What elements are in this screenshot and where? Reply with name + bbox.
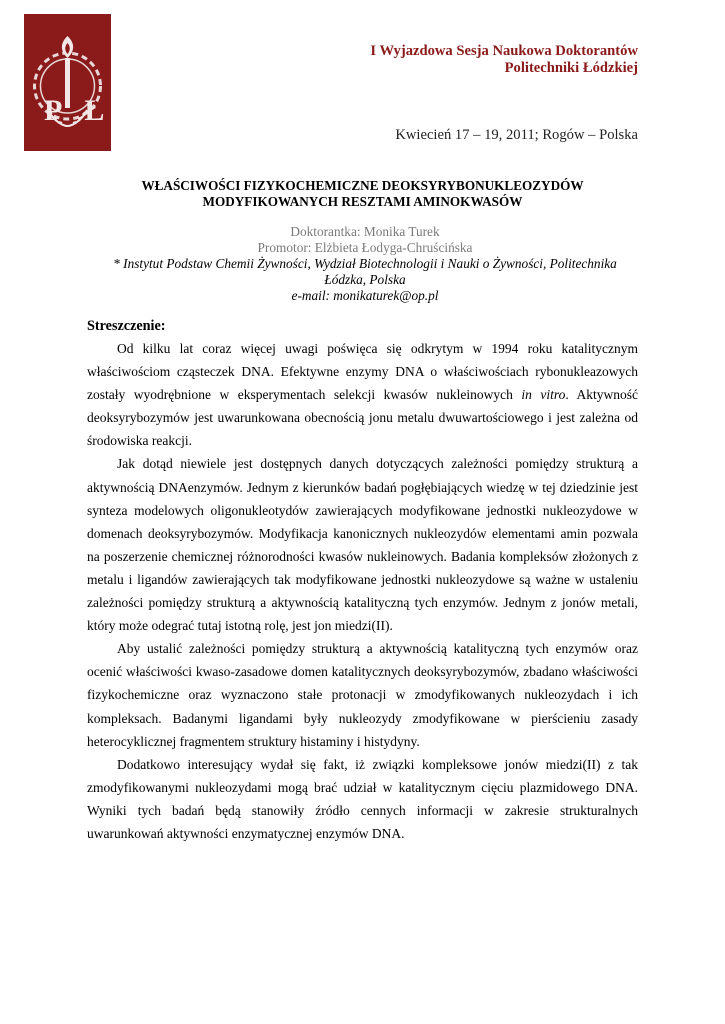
- conference-organizer: Politechniki Łódzkiej: [504, 60, 638, 76]
- author-email: e-mail: monikaturek@op.pl: [291, 288, 439, 303]
- abstract-paragraph-1: [87, 337, 638, 452]
- title-line-1: WŁAŚCIWOŚCI FIZYKOCHEMICZNE DEOKSYRYBONUKLEOZYDÓW: [141, 178, 584, 193]
- p1-text-a: Od kilku lat coraz więcej uwagi poświęca się odkrytym w 1994 roku katalitycznym właściwościom cząsteczek DNA. Efektywne enzymy DNA o właściwościach rybonukleazowych zostały wyodrębnione w eksperymentach selekcji kwasów nukleinowych: [87, 341, 638, 403]
- p1-text-b: . Aktywność deoksyrybozymów jest uwarunkowana obecnością jonu metalu dwuwartościowego i jest zależna od środowiska reakcji.: [87, 387, 639, 449]
- abstract-heading: Streszczenie:: [87, 318, 166, 334]
- abstract-paragraph-4: Dodatkowo interesujący wydał się fakt, iż związki kompleksowe jonów miedzi(II) z tak zmodyfikowanymi nukleozydami mogą brać udział w katalitycznym cięciu plazmidowego DNA. Wyniki tych badań będą stanowiły źródło cennych informacji w zakresie strukturalnych uwarunkowań aktywności enzymatycznej enzymów DNA.: [87, 756, 638, 841]
- abstract-paragraph-2: Jak dotąd niewiele jest dostępnych danych dotyczących zależności pomiędzy strukturą a aktywnością DNAenzymów. Jednym z kierunków badań pogłębiających wiedzę w tej dziedzinie jest synteza modelowych oligonukleotydów zawierających modyfikowane jednostki nukleozydowe w domenach deoksyrybozymów. Modyfikacja kanonicznych nukleozydów elementami amin pozwala na poszerzenie chemicznej różnorodności kwasów nukleinowych. Badania kompleksów złożonych z metalu i ligandów zawierających tak modyfikowane jednostki nukleozydowe są ważne w ustaleniu zależności pomiędzy strukturą a aktywnością katalityczną tych enzymów. Jednym z jonów metali, który może odegrać tutaj istotną rolę, jest jon miedzi(II).: [87, 456, 638, 634]
- author-block: [95, 224, 635, 304]
- logo-lettering: PŁ: [44, 94, 127, 127]
- date-place: Kwiecień 17 – 19, 2011; Rogów – Polska: [395, 127, 638, 143]
- conference-name: I Wyjazdowa Sesja Naukowa Doktorantów: [370, 43, 638, 59]
- university-logo: [24, 14, 127, 151]
- conference-header: [370, 43, 638, 77]
- institute-line-1: * Instytut Podstaw Chemii Żywności, Wydział Biotechnologii i Nauki o Żywności, Politechnika: [113, 256, 617, 271]
- doctoral-student: Doktorantka: Monika Turek: [290, 224, 440, 239]
- abstract-paragraph-3: Aby ustalić zależności pomiędzy strukturą a aktywnością katalityczną tych enzymów oraz ocenić właściwości kwaso-zasadowe domen katalitycznych deoksyrybozymów, zbadano właściwości fizykochemiczne oraz wyznaczono stałe protonacji w zmodyfikowanych nukleozydach i ich kompleksach. Badanymi ligandami były nukleozydy zmodyfikowane w pierścieniu zasady heterocyklicznej fragmentem struktury histaminy i histydyny.: [87, 641, 638, 749]
- institute-line-2: Łódzka, Polska: [324, 272, 406, 287]
- abstract-body: [87, 337, 638, 845]
- supervisor: Promotor: Elżbieta Łodyga-Chruścińska: [257, 240, 473, 255]
- title-line-2: MODYFIKOWANYCH RESZTAMI AMINOKWASÓW: [202, 193, 523, 209]
- p1-italic: in vitro: [521, 387, 566, 403]
- university-emblem-icon: [24, 14, 127, 151]
- paper-title: [0, 178, 725, 209]
